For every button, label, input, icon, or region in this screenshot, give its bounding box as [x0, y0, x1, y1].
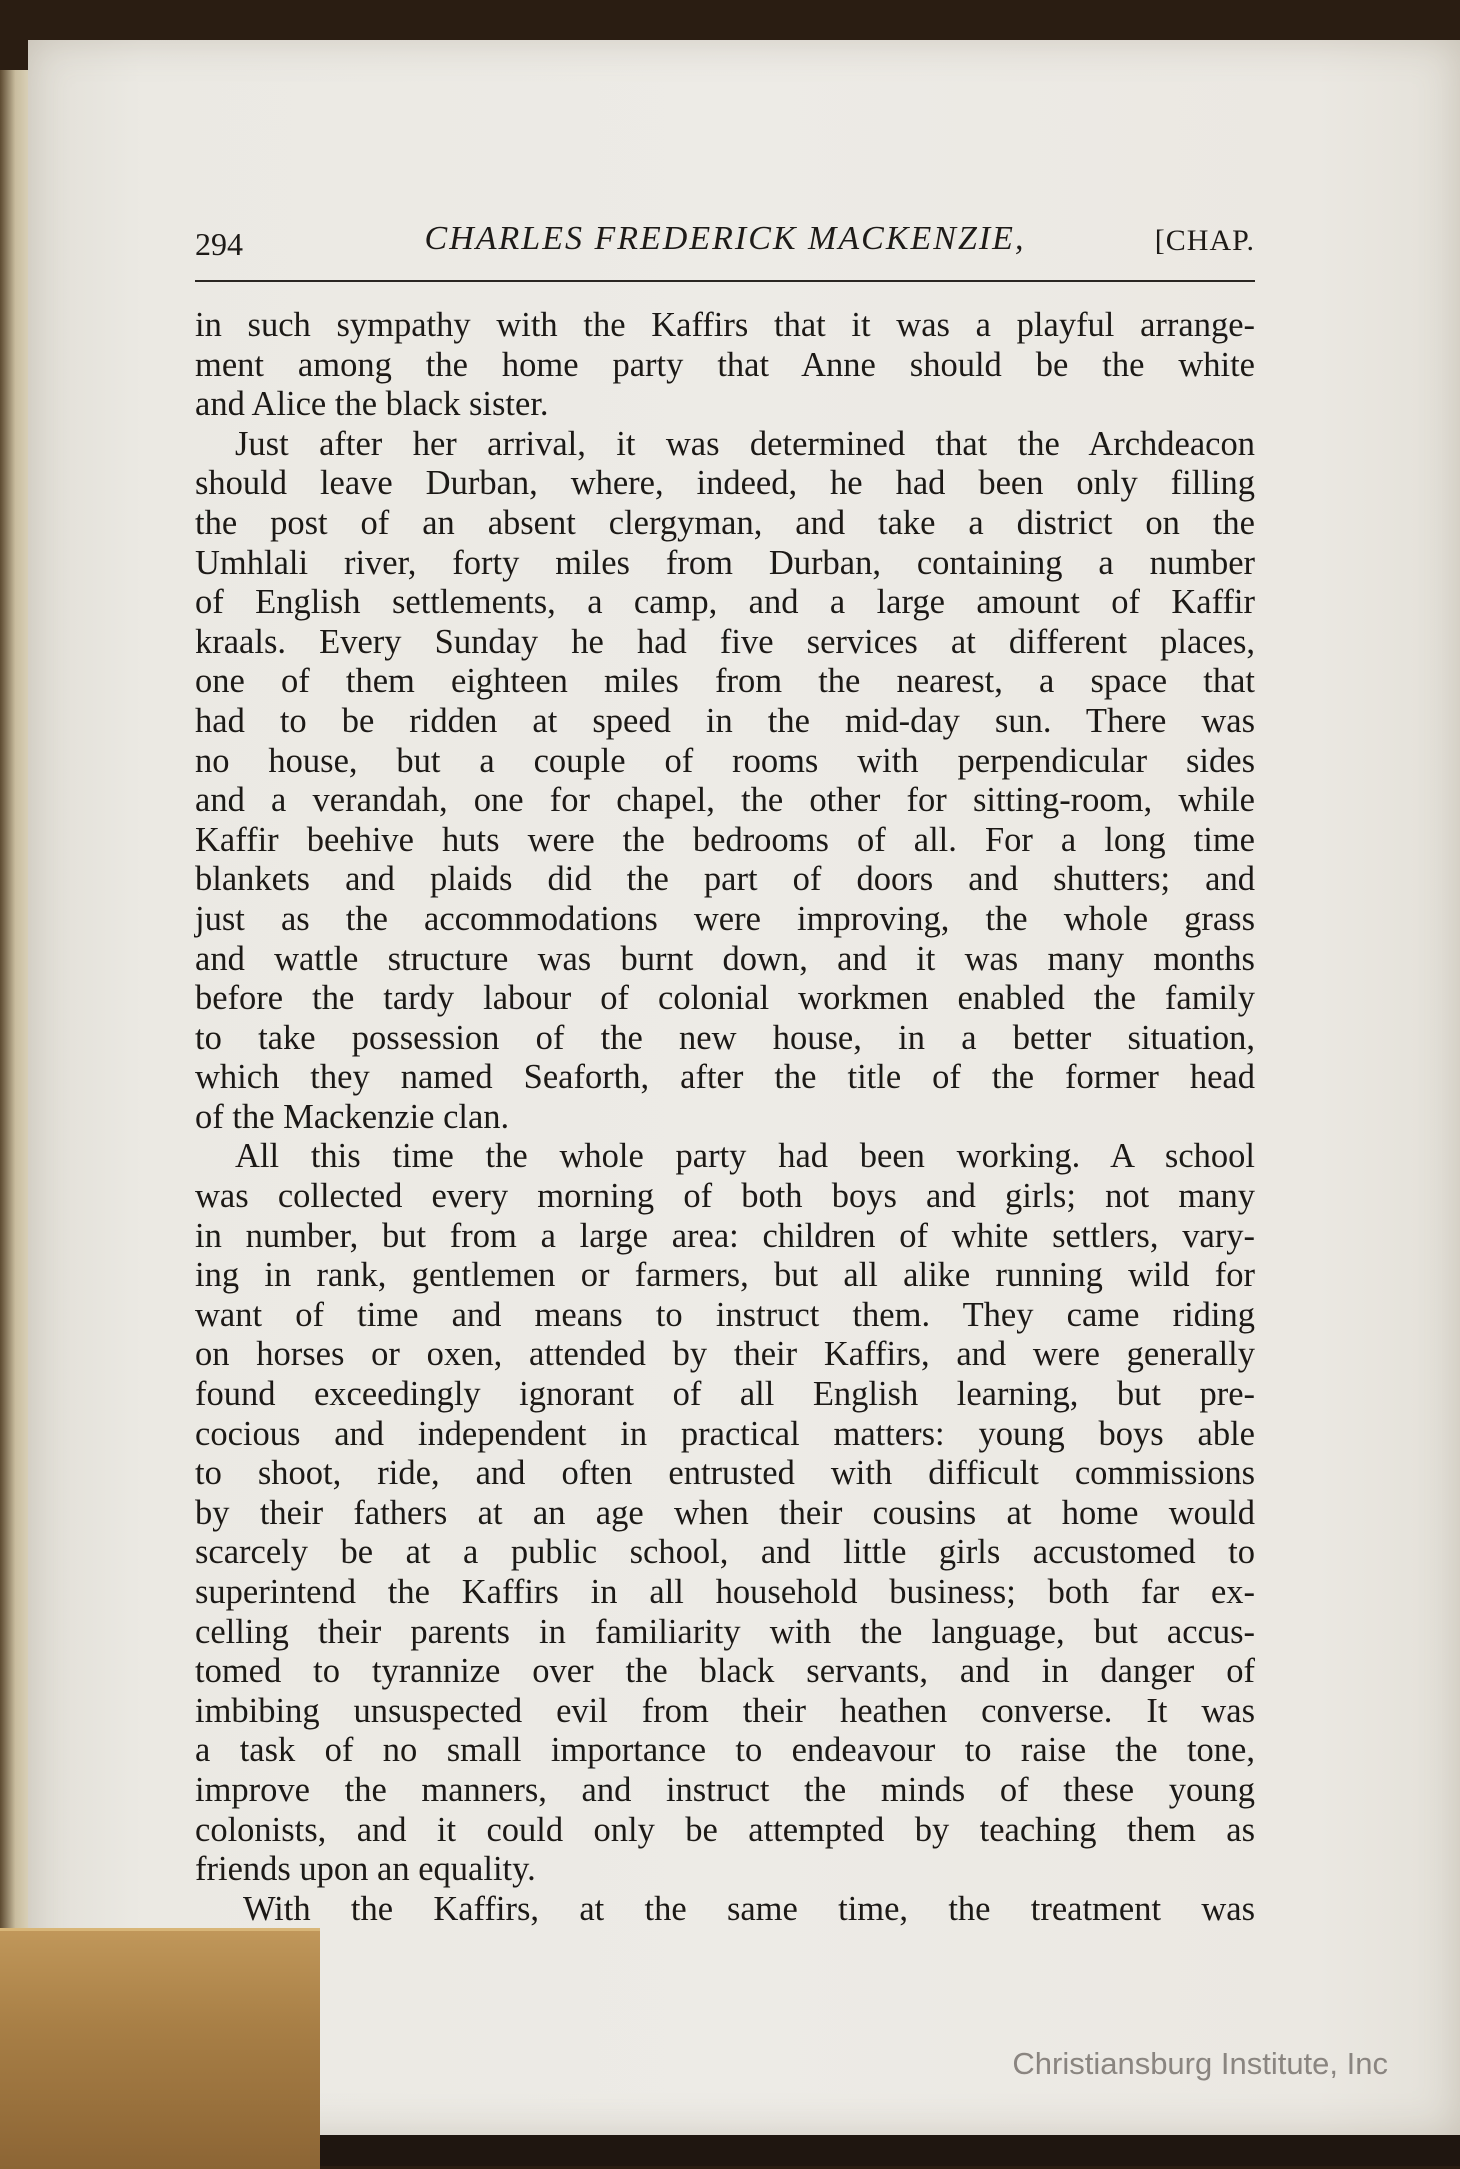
- text-line: scarcely be at a public school, and little girls accustomed to: [195, 1533, 1255, 1572]
- text-line: and Alice the black sister.: [195, 385, 549, 424]
- paragraph-start-line: All this time the whole party had been working. A school: [235, 1137, 1255, 1176]
- text-line: ing in rank, gentlemen or farmers, but all alike running wild for: [195, 1256, 1255, 1295]
- text-line: was collected every morning of both boys and girls; not many: [195, 1177, 1255, 1216]
- text-line: should leave Durban, where, indeed, he had been only filling: [195, 464, 1255, 503]
- text-line: and a verandah, one for chapel, the other for sitting-room, while: [195, 781, 1255, 820]
- text-line: want of time and means to instruct them. They came riding: [195, 1295, 1255, 1334]
- page-number: 294: [195, 226, 243, 262]
- book-cover-edge: [0, 1928, 320, 2169]
- body-text: [195, 306, 1255, 1929]
- chapter-mark: [CHAP.: [1154, 224, 1255, 257]
- book-page-edges: [0, 70, 28, 2130]
- text-line: tomed to tyrannize over the black servants, and in danger of: [195, 1652, 1255, 1691]
- header-rule: [195, 280, 1255, 282]
- text-line: improve the manners, and instruct the minds of these young: [195, 1770, 1255, 1809]
- text-line: the post of an absent clergyman, and take a district on the: [195, 503, 1255, 542]
- text-line: on horses or oxen, attended by their Kaffirs, and were generally: [195, 1335, 1255, 1374]
- text-line: a task of no small importance to endeavour to raise the tone,: [195, 1731, 1255, 1770]
- text-line: cocious and independent in practical matters: young boys able: [195, 1414, 1255, 1453]
- text-line: in number, but from a large area: children of white settlers, vary-: [195, 1216, 1255, 1255]
- text-line: which they named Seaforth, after the title of the former head: [195, 1058, 1255, 1097]
- page-header: [195, 218, 1255, 268]
- text-line: ment among the home party that Anne should be the white: [195, 345, 1255, 384]
- text-line: one of them eighteen miles from the nearest, a space that: [195, 662, 1255, 701]
- text-line: superintend the Kaffirs in all household business; both far ex-: [195, 1573, 1255, 1611]
- text-line: by their fathers at an age when their cousins at home would: [195, 1493, 1255, 1532]
- text-line: just as the accommodations were improving, the whole grass: [195, 899, 1255, 938]
- text-line: and wattle structure was burnt down, and it was many months: [195, 939, 1255, 978]
- paragraph-start-line: With the Kaffirs, at the same time, the treatment was: [243, 1889, 1255, 1928]
- text-line: blankets and plaids did the part of doors and shutters; and: [195, 860, 1255, 899]
- text-line: found exceedingly ignorant of all English learning, but pre-: [195, 1375, 1255, 1414]
- background-bottom: [320, 2135, 1460, 2166]
- text-line: to take possession of the new house, in a better situation,: [195, 1018, 1255, 1057]
- text-line: kraals. Every Sunday he had five services at different places,: [195, 622, 1255, 661]
- paragraph-start-line: Just after her arrival, it was determined that the Archdeacon: [235, 424, 1255, 463]
- text-line: before the tardy labour of colonial workmen enabled the family: [195, 979, 1255, 1018]
- text-line: celling their parents in familiarity with the language, but accus-: [195, 1612, 1255, 1651]
- running-title: CHARLES FREDERICK MACKENZIE,: [424, 220, 1026, 257]
- text-line: Kaffir beehive huts were the bedrooms of all. For a long time: [195, 820, 1255, 859]
- text-line: imbibing unsuspected evil from their heathen converse. It was: [195, 1691, 1255, 1730]
- text-line: had to be ridden at speed in the mid-day sun. There was: [195, 701, 1255, 740]
- text-line: in such sympathy with the Kaffirs that it was a playful arrange-: [195, 306, 1255, 344]
- text-line: of the Mackenzie clan.: [195, 1097, 510, 1136]
- text-line: of English settlements, a camp, and a large amount of Kaffir: [195, 583, 1255, 622]
- text-line: colonists, and it could only be attempted by teaching them as: [195, 1810, 1255, 1849]
- text-line: no house, but a couple of rooms with perpendicular sides: [195, 741, 1255, 780]
- watermark-text: Christiansburg Institute, Inc: [1012, 2046, 1388, 2081]
- text-line: to shoot, ride, and often entrusted with difficult commissions: [195, 1454, 1255, 1493]
- text-line: Umhlali river, forty miles from Durban, containing a number: [195, 543, 1255, 582]
- text-line: friends upon an equality.: [195, 1850, 536, 1889]
